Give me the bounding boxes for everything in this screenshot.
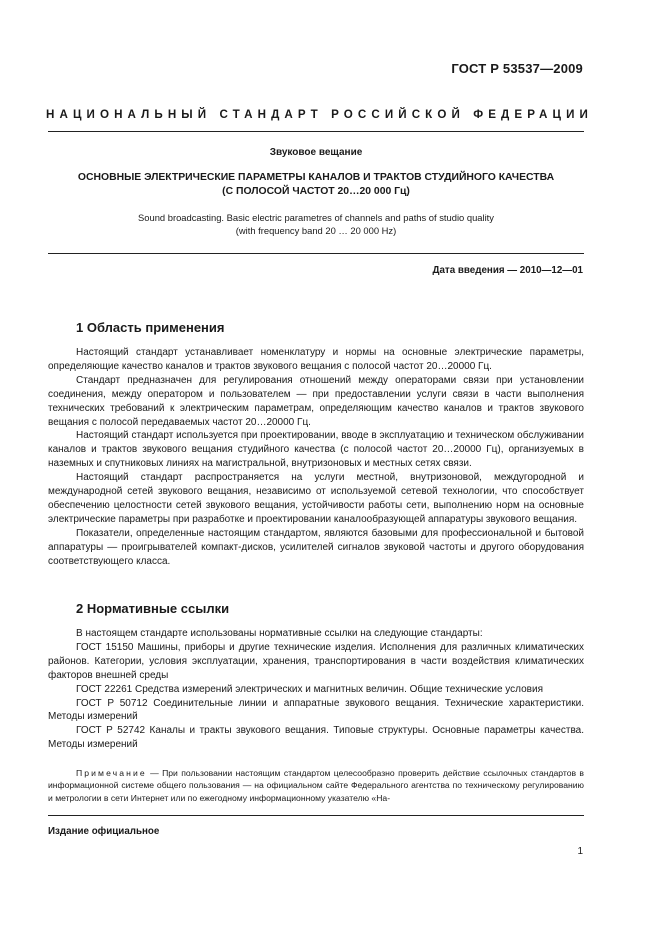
title-rule [48,253,584,254]
footer-rule [48,815,584,816]
section1-heading: 1 Область применения [76,320,225,335]
section1-body [48,346,584,569]
section1-paragraph: Показатели, определенные настоящим стандартом, являются базовыми для профессиональной и бытовой аппаратуры — проигрывателей компакт-дисков, усилителей сигналов звуковой частоты и другого оборудования соответствующего класса. [48,527,584,567]
reference-item: ГОСТ Р 50712 Соединительные линии и аппаратные звукового вещания. Технические характеристики. Методы измерений [48,697,584,723]
reference-item: ГОСТ 22261 Средства измерений электрических и магнитных величин. Общие технические условия [76,683,543,695]
title-english-line2: (with frequency band 20 … 20 000 Hz) [235,224,397,236]
title-main-line2: (С ПОЛОСОЙ ЧАСТОТ 20…20 000 Гц) [222,186,410,197]
header-rule [48,131,584,132]
note-text: — При пользовании настоящим стандартом целесообразно проверить действие ссылочных стандартов в информационной системе общего пользования — на официальном сайте Федерального агентства по техническому регулированию и метрологии в сети Интернет или по ежегодному информационному указателю «На- [48,768,584,803]
edition-label: Издание официальное [48,826,160,837]
intro-date: Дата введения — 2010—12—01 [432,265,583,276]
title-english [48,212,584,237]
section2-body [48,627,584,752]
section1-paragraph: Настоящий стандарт распространяется на услуги местной, внутризоновой, междугородной и международной сетей звукового вещания, независимо от используемой сетевой технологии, что способствует обеспечению целостности сетей звукового вещания, устойчивости работы сети, выполнению норм на основные электрические параметры при разработке и проектировании каналообразующей аппаратуры звукового вещания. [48,472,584,525]
note-label: Примечание [76,768,147,778]
section2-paragraph: В настоящем стандарте использованы нормативные ссылки на следующие стандарты: [76,628,483,639]
title-main-line1: ОСНОВНЫЕ ЭЛЕКТРИЧЕСКИЕ ПАРАМЕТРЫ КАНАЛОВ И ТРАКТОВ СТУДИЙНОГО КАЧЕСТВА [77,172,555,183]
title-topic: Звуковое вещание [269,147,363,158]
title-english-line1: Sound broadcasting. Basic electric parametres of channels and paths of studio quality [138,212,494,223]
section1-paragraph: Настоящий стандарт используется при проектировании, вводе в эксплуатацию и техническом обслуживании каналов и трактов звукового вещания студийного качества (с полосой частот 20…20000 Гц), организуемых в наземных и спутниковых линиях на магистральной, внутризоновых и местных сетях связи. [48,430,584,470]
reference-item: ГОСТ Р 52742 Каналы и тракты звукового вещания. Типовые структуры. Основные параметры качества. Методы измерений [48,725,584,751]
section1-paragraph: Стандарт предназначен для регулирования отношений между операторами связи при установлении соединения, между оператором и пользователем — при предоставлении услуги связи в части выполнения технических требований к электрическим параметрам, определяющим качество каналов и трактов звукового вещания с полосой передаваемых частот 20…20000 Гц. [48,374,584,428]
gost-number: ГОСТ Р 53537—2009 [451,61,583,76]
reference-item: ГОСТ 15150 Машины, приборы и другие технические изделия. Исполнения для различных климатических районов. Категории, условия эксплуатации, хранения, транспортирования в части воздействия климатических факторов внешней среды [48,641,584,681]
title-main [48,171,584,199]
page-number: 1 [577,846,583,857]
note-block [48,767,584,804]
section1-paragraph: Настоящий стандарт устанавливает номенклатуру и нормы на основные электрические параметры, определяющие качество каналов и трактов звукового вещания с полосой частот 20…20000 Гц. [48,347,584,372]
note-paragraph [48,767,584,804]
section2-heading: 2 Нормативные ссылки [76,601,230,616]
national-standard-banner: НАЦИОНАЛЬНЫЙ СТАНДАРТ РОССИЙСКОЙ ФЕДЕРАЦИИ [46,108,593,121]
